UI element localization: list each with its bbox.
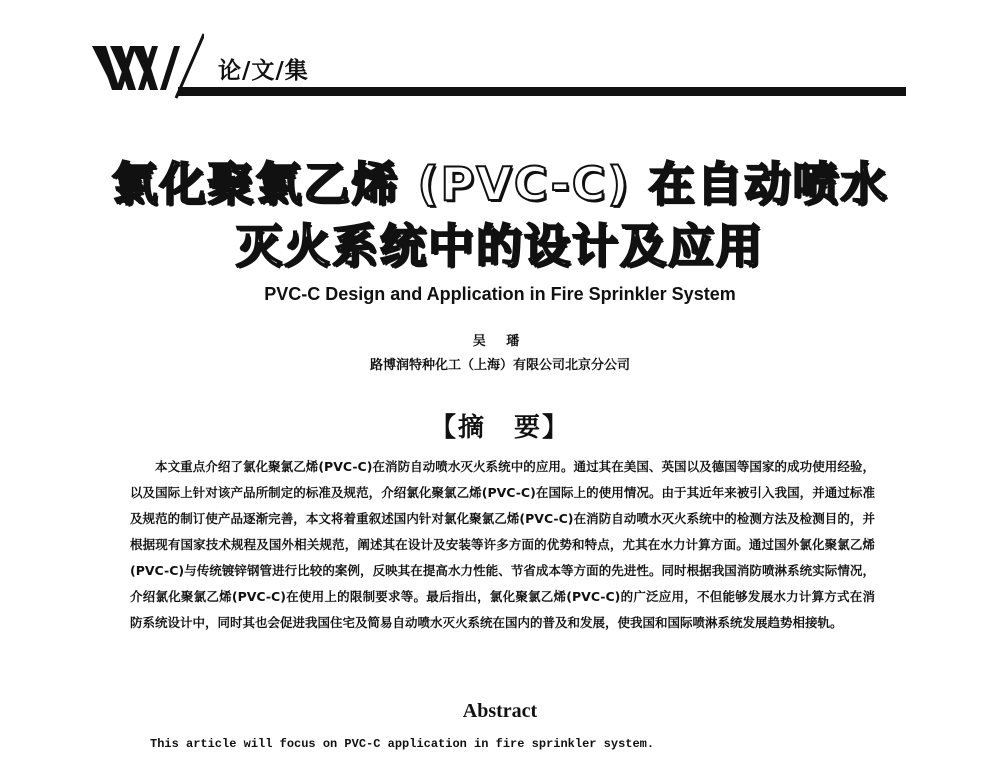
header-rule [178, 87, 906, 96]
abstract-heading: 【摘 要】 [429, 413, 570, 443]
author-affiliation: 路博润特种化工（上海）有限公司北京分公司 [369, 358, 630, 373]
title-line-2: 灭火系统中的设计及应用 [236, 219, 764, 273]
english-title: PVC-C Design and Application in Fire Sprinkler System [264, 284, 736, 304]
author-name: 吴 璠 [472, 334, 528, 349]
title-line-1: 氯化聚氯乙烯 (PVC-C) 在自动喷水 [111, 157, 889, 211]
english-abstract-body: This article will focus on PVC-C application in fire sprinkler system. [150, 737, 655, 751]
abstract-body: 本文重点介绍了氯化聚氯乙烯(PVC-C)在消防自动喷水灭火系统中的应用。通过其在美国、英国以及德国等国家的成功使用经验，以及国际上针对该产品所制定的标准及规范，介绍氯化聚氯乙烯(PVC-C)在国际上的使用情况。由于其近年来被引入我国，并通过标准及规范的制订使产品逐渐完善，本文将着重叙述国内针对氯化聚氯乙烯(PVC-C)在消防自动喷水灭火系统中的检测方法及检测目的，并根据现有国家技术规程及国外相关规范，阐述其在设计及安装等许多方面的优势和特点，尤其在水力计算方面。通过国外氯化聚氯乙烯(PVC-C)与传统镀锌钢管进行比较的案例，反映其在提高水力性能、节省成本等方面的先进性。同时根据我国消防喷淋系统实际情况，介绍氯化聚氯乙烯(PVC-C)在使用上的限制要求等。最后指出，氯化聚氯乙烯(PVC-C)的广泛应用，不但能够发展水力计算方式在消防系统设计中，同时其也会促进我国住宅及简易自动喷水灭火系统在国内的普及和发展，使我国和国际喷淋系统发展趋势相接轨。 [130, 459, 875, 630]
english-abstract-heading: Abstract [462, 700, 538, 722]
section-tag: 论/文/集 [218, 58, 309, 84]
